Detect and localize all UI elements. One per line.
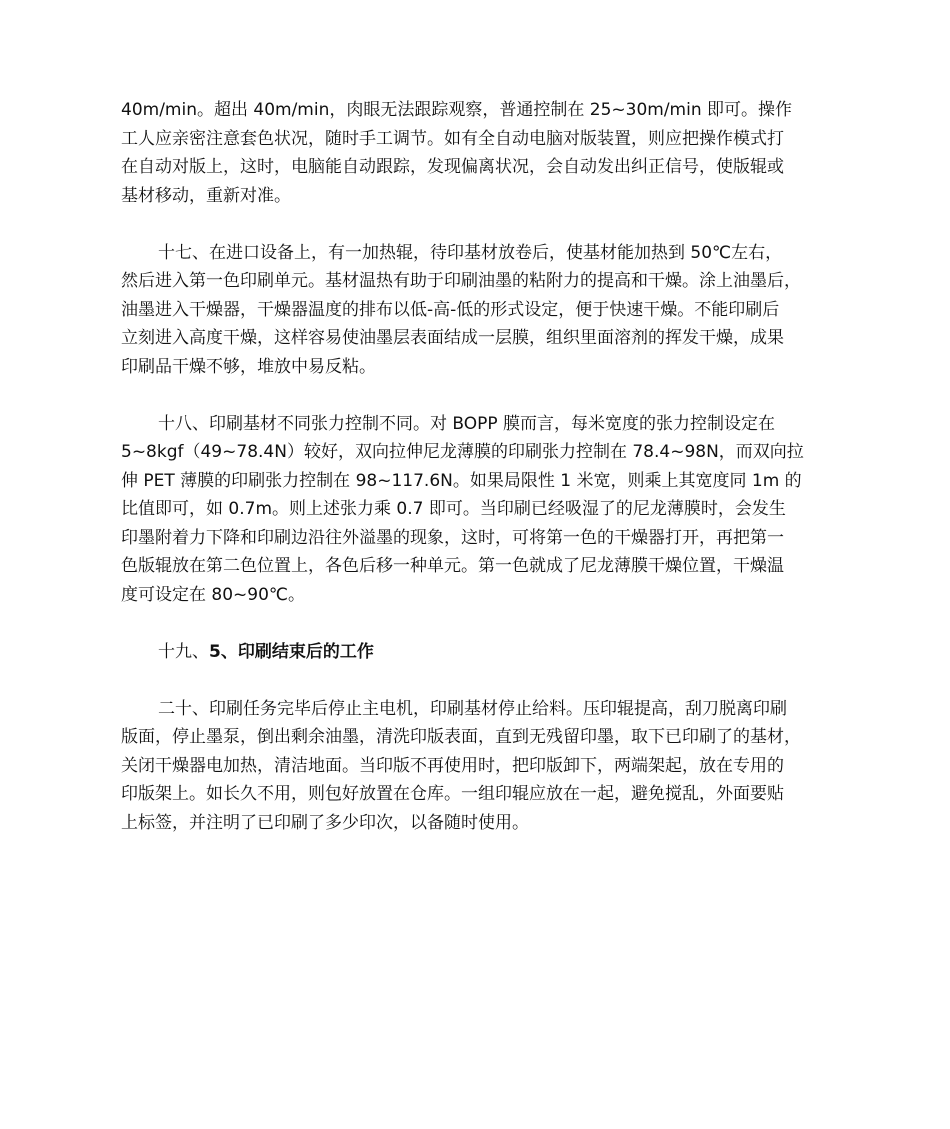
text-line: 然后进入第一色印刷单元。基材温热有助于印刷油墨的粘附力的提高和干燥。涂上油墨后， [121,271,801,291]
text-line: 40m/min。超出 40m/min，肉眼无法跟踪观察，普通控制在 25~30m/min 即可。操作 [121,100,793,120]
section-heading-line [121,638,833,667]
text-line: 关闭干燥器电加热，清洁地面。当印版不再使用时，把印版卸下，两端架起，放在专用的 [121,755,784,776]
section-heading: 5、印刷结束后的工作 [209,641,374,662]
text-line: 色版辊放在第二色位置上，各色后移一种单元。第一色就成了尼龙薄膜干燥位置，干燥温 [121,556,784,576]
paragraph-spacer [121,666,833,695]
text-line: 十八、印刷基材不同张力控制不同。对 BOPP 膜而言，每米宽度的张力控制设定在 [158,413,776,434]
text-line: 二十、印刷任务完毕后停止主电机，印刷基材停止给料。压印辊提高，刮刀脱离印刷 [158,698,787,719]
paragraph-19-heading [121,638,833,667]
text-line: 印刷品干燥不够，堆放中易反粘。 [121,356,376,377]
heading-prefix: 十九、 [158,641,209,662]
text-line: 油墨进入干燥器，干燥器温度的排布以低-高-低的形式设定，便于快速干燥。不能印刷后 [121,299,780,320]
text-line: 度可设定在 80~90℃。 [121,584,306,605]
paragraph-18 [121,410,833,610]
text-line: 工人应亲密注意套色状况，随时手工调节。如有全自动电脑对版装置，则应把操作模式打 [121,128,784,149]
paragraph-20 [121,695,833,838]
text-line: 印版架上。如长久不用，则包好放置在仓库。一组印辊应放在一起，避免搅乱，外面要贴 [121,784,784,804]
paragraph-spacer [121,210,833,239]
text-line: 立刻进入高度干燥，这样容易使油墨层表面结成一层膜，组织里面溶剂的挥发干燥，成果 [121,328,784,348]
text-line: 上标签，并注明了已印刷了多少印次，以备随时使用。 [121,812,529,833]
text-line: 5~8kgf（49~78.4N）较好，双向拉伸尼龙薄膜的印刷张力控制在 78.4~98N，而双向拉 [121,442,804,462]
paragraph-continuation [121,96,833,210]
text-line: 基材移动，重新对准。 [121,185,291,206]
text-line: 版面，停止墨泵，倒出剩余油墨，清洗印版表面，直到无残留印墨，取下已印刷了的基材， [121,727,801,747]
text-line: 伸 PET 薄膜的印刷张力控制在 98~117.6N。如果局限性 1 米宽，则乘上其宽度同 1m 的 [121,470,802,491]
text-line: 印墨附着力下降和印刷边沿往外溢墨的现象，这时，可将第一色的干燥器打开，再把第一 [121,527,784,548]
text-line: 十七、在进口设备上，有一加热辊，待印基材放卷后，使基材能加热到 50℃左右， [158,242,783,263]
document-body [121,96,833,837]
paragraph-spacer [121,381,833,410]
text-line: 比值即可，如 0.7m。则上述张力乘 0.7 即可。当印刷已经吸湿了的尼龙薄膜时，会发生 [121,499,786,519]
text-line: 在自动对版上，这时，电脑能自动跟踪，发现偏离状况，会自动发出纠正信号，使版辊或 [121,157,784,177]
paragraph-17 [121,239,833,382]
paragraph-spacer [121,609,833,638]
